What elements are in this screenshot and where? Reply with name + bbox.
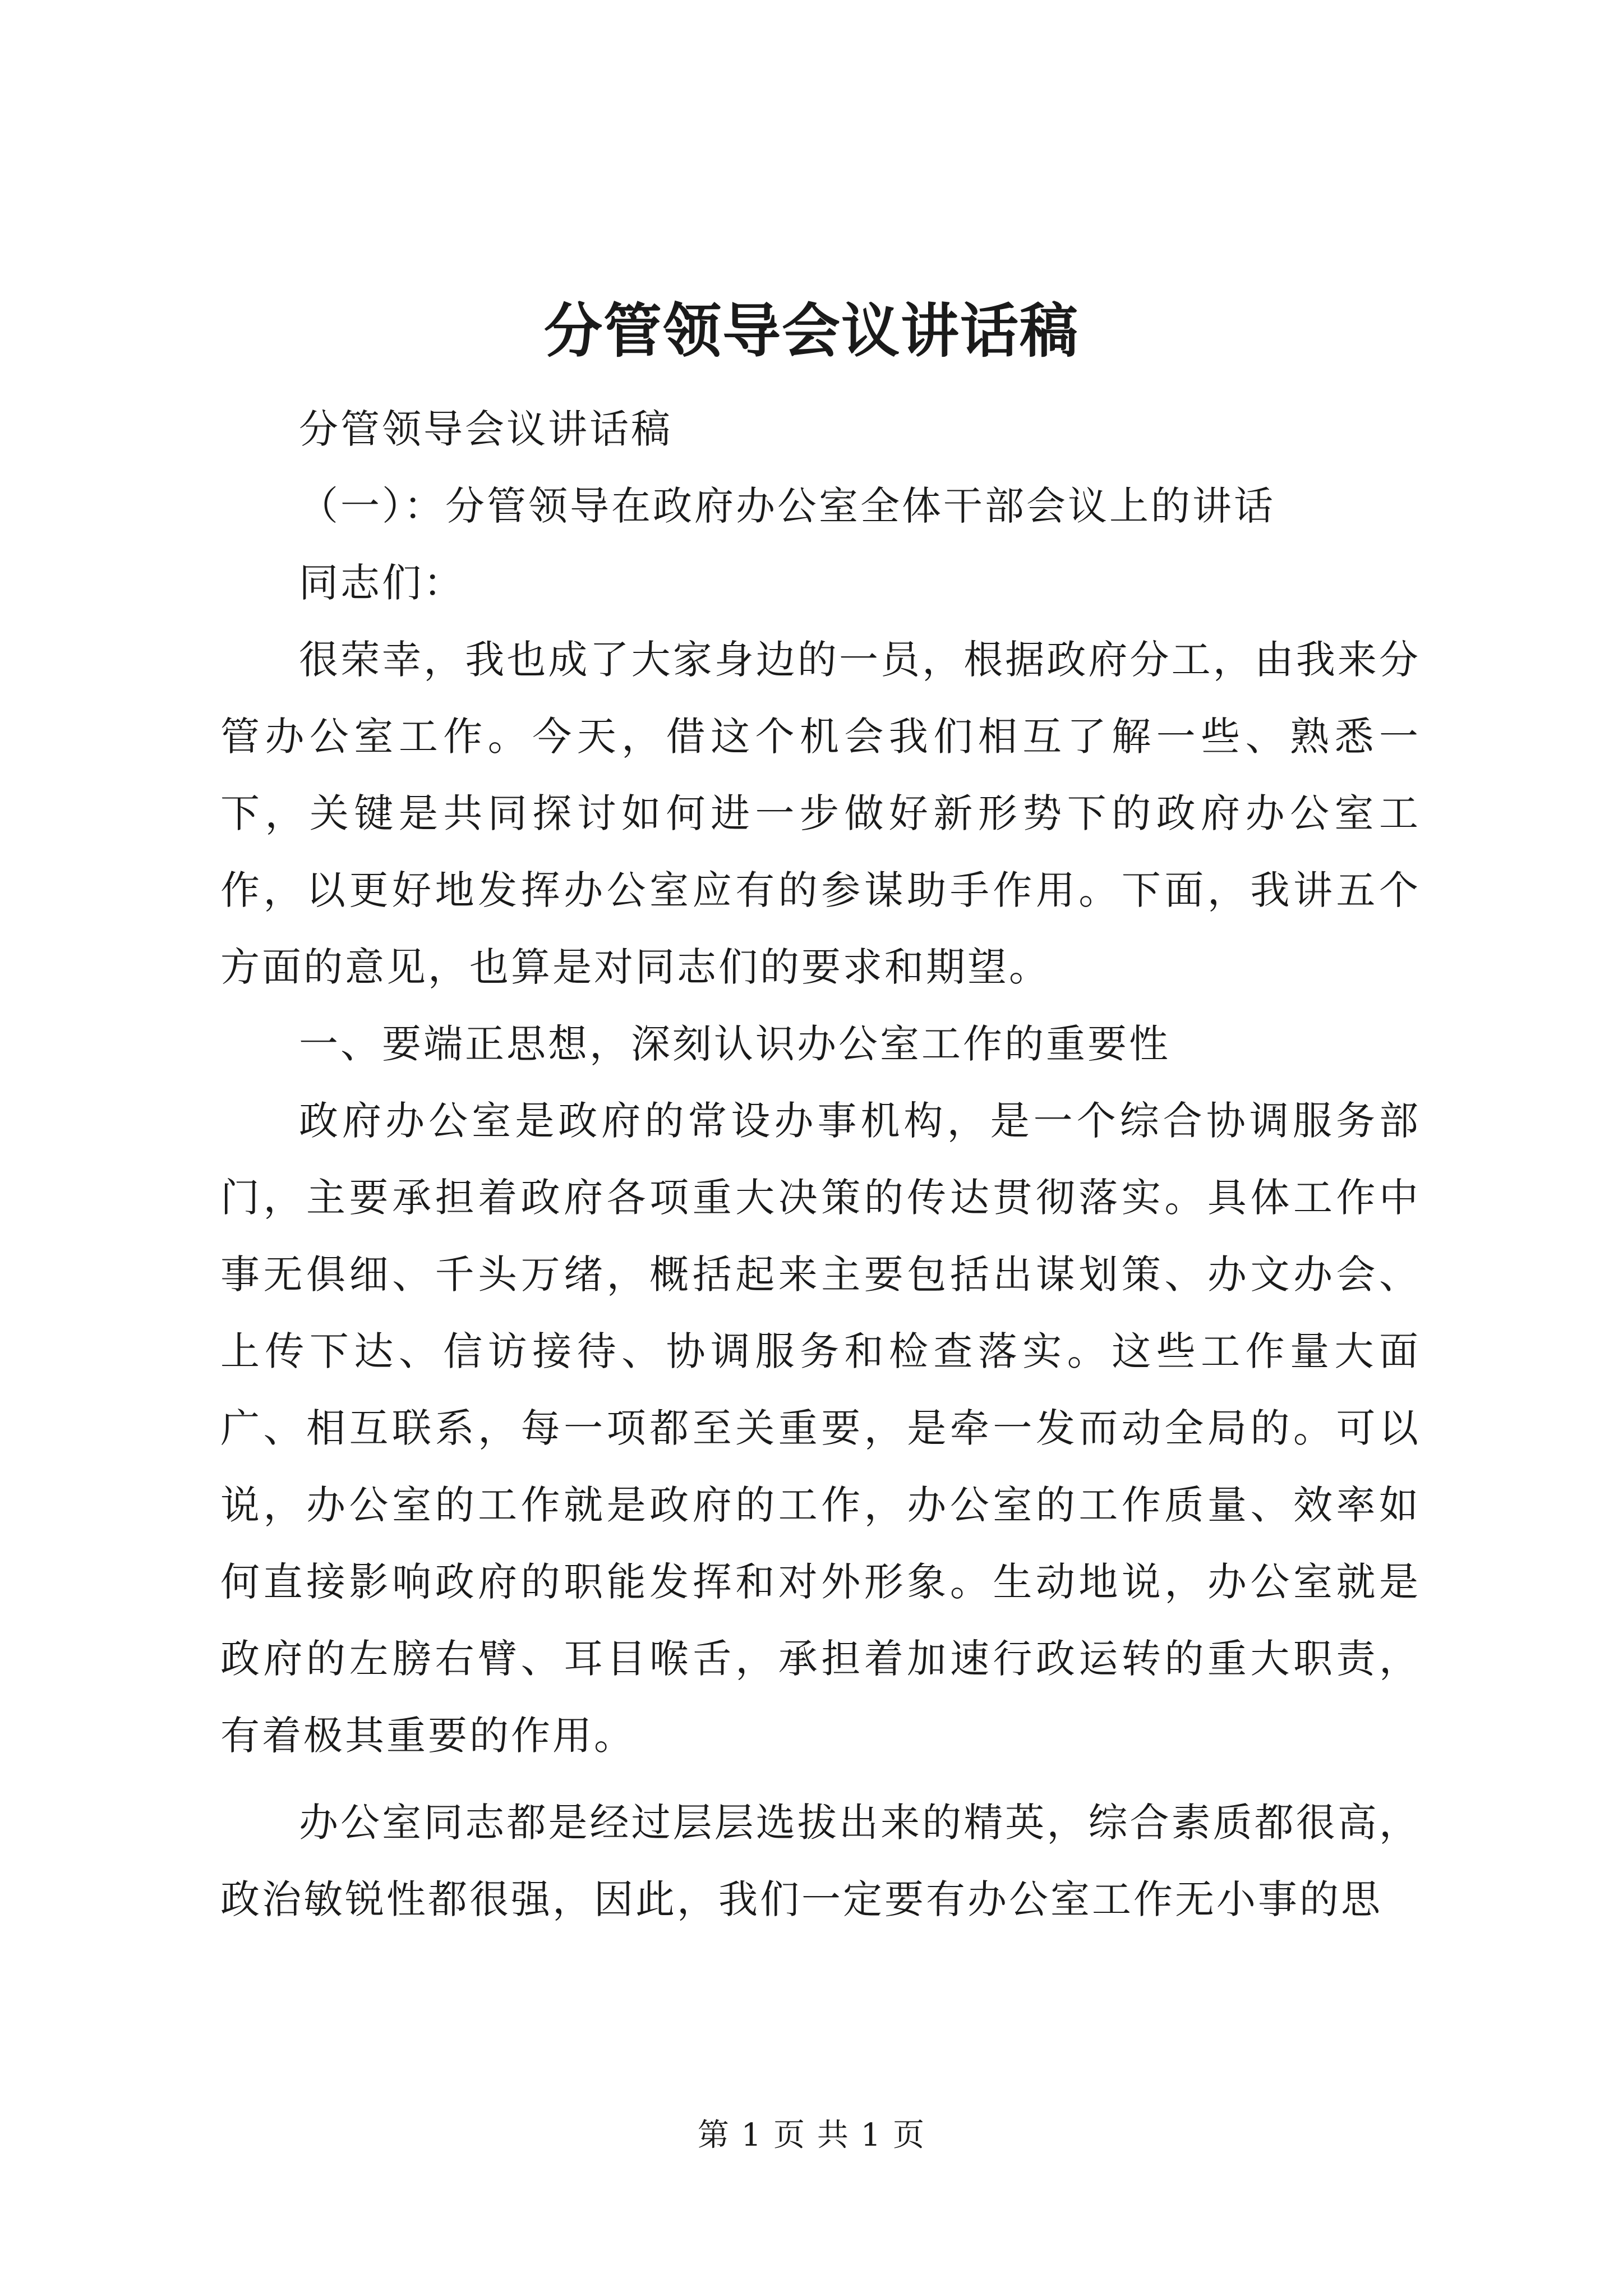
page-footer: 第 1 页 共 1 页 (697, 2117, 926, 2154)
paragraph-intro: 很荣幸，我也成了大家身边的一员，根据政府分工，由我来分管办公室工作。今天，借这个机会我们相互了解一些、熟悉一下，关键是共同探讨如何进一步做好新形势下的政府办公室工作，以更好地发挥办公室应有的参谋助手作用。下面，我讲五个方面的意见，也算是对同志们的要求和期望。 (220, 637, 1421, 990)
paragraph-point-one-heading: 一、要端正思想，深刻认识办公室工作的重要性 (299, 1021, 1170, 1067)
paragraph-subtitle: 分管领导会议讲话稿 (299, 406, 672, 452)
paragraph-office-staff: 办公室同志都是经过层层选拔出来的精英，综合素质都很高，政治敏锐性都很强，因此，我们一定要有办公室工作无小事的思 (220, 1800, 1421, 1922)
paragraph-salutation: 同志们： (299, 560, 465, 606)
paragraph-office-role: 政府办公室是政府的常设办事机构，是一个综合协调服务部门，主要承担着政府各项重大决策的传达贯彻落实。具体工作中事无俱细、千头万绪，概括起来主要包括出谋划策、办文办会、上传下达、信访接待、协调服务和检查落实。这些工作量大面广、相互联系，每一项都至关重要，是牵一发而动全局的。可以说，办公室的工作就是政府的工作，办公室的工作质量、效率如何直接影响政府的职能发挥和对外形象。生动地说，办公室就是政府的左膀右臂、耳目喉舌，承担着加速行政运转的重大职责，有着极其重要的作用。 (220, 1098, 1421, 1759)
document-body (220, 391, 1421, 1938)
document-title: 分管领导会议讲话稿 (543, 296, 1079, 365)
paragraph-section-heading: （一）：分管领导在政府办公室全体干部会议上的讲话 (299, 483, 1275, 529)
